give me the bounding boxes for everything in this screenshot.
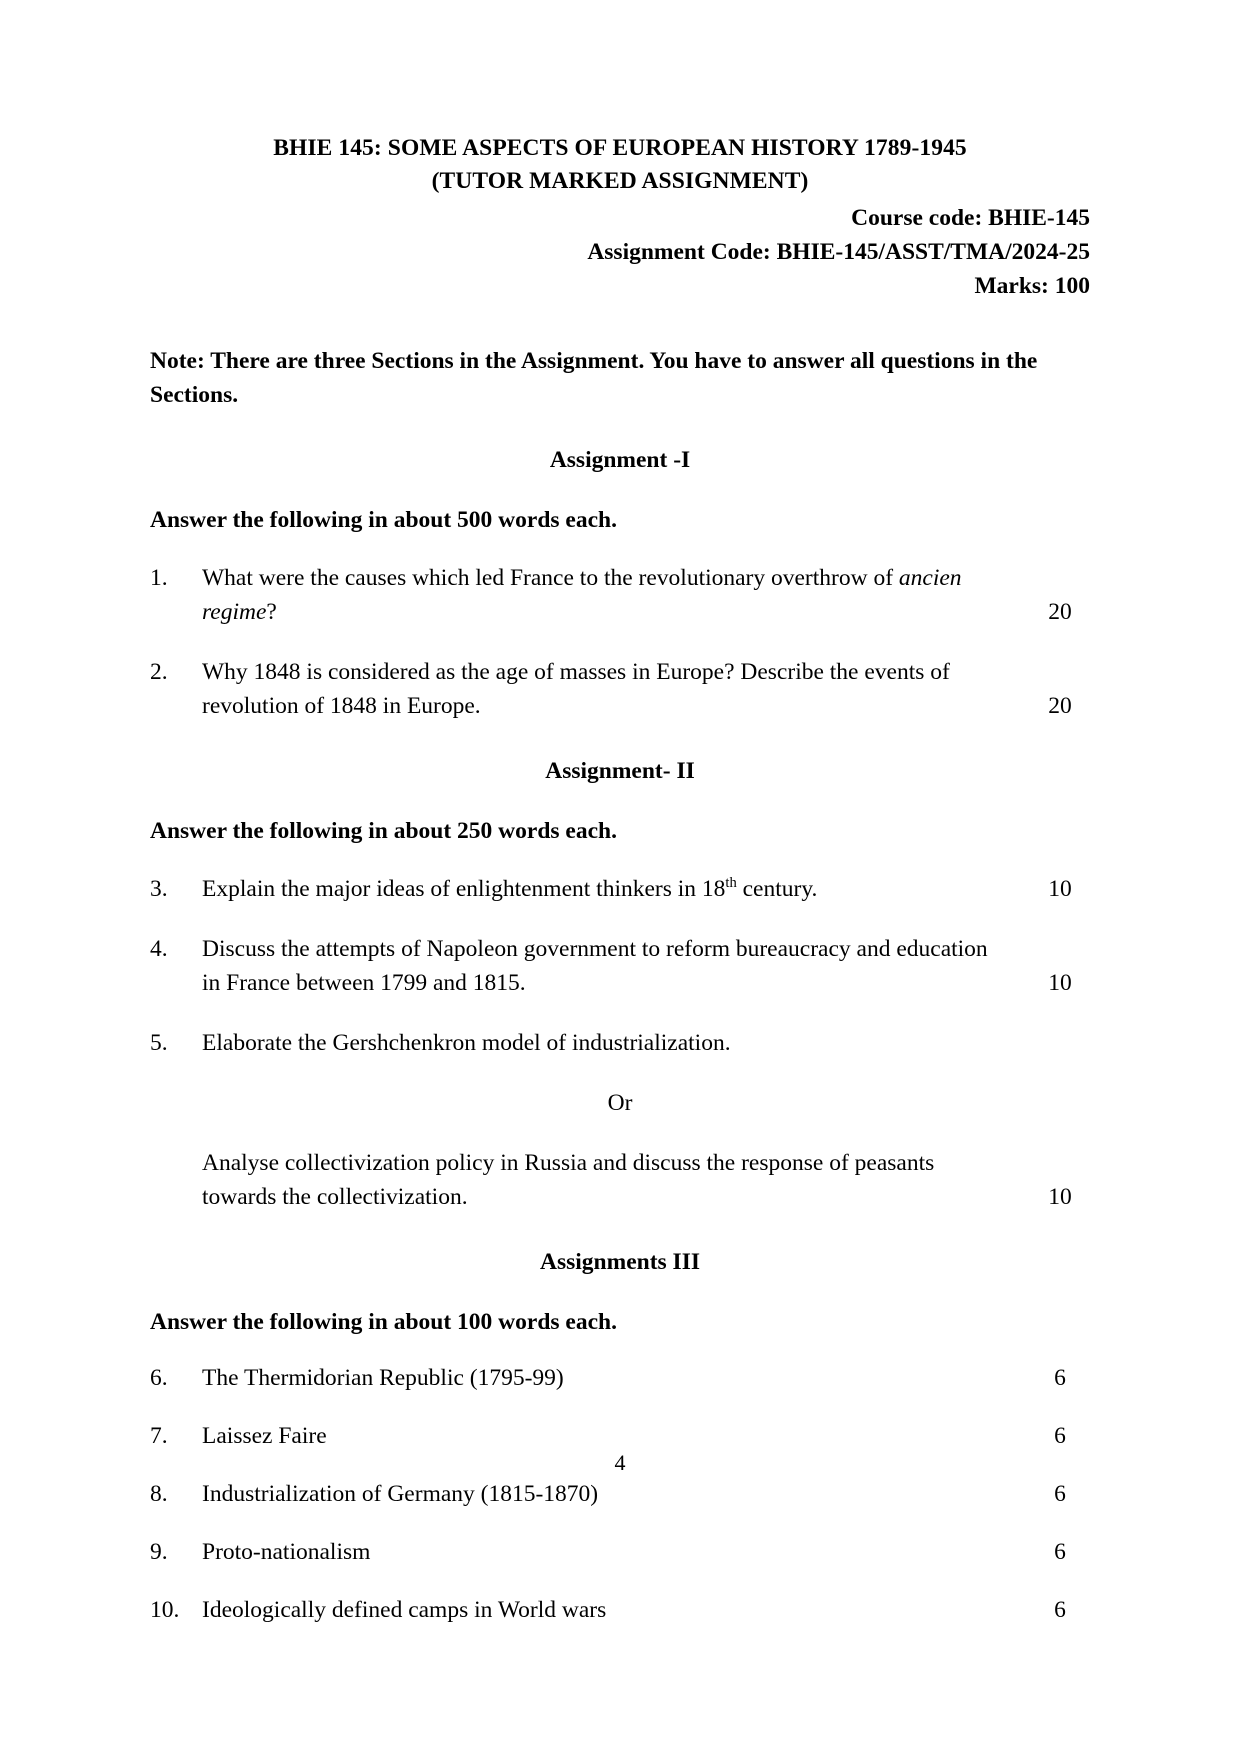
assignment-note: Note: There are three Sections in the Assignment. You have to answer all questions in the Sections. xyxy=(150,348,1038,408)
question-text-lead: Explain the major ideas of enlightenment thinkers in 18 xyxy=(202,876,726,902)
section-heading-3: Assignments III xyxy=(540,1249,700,1275)
question-number: 7. xyxy=(150,1423,168,1449)
question-text: Ideologically defined camps in World wars xyxy=(202,1597,607,1623)
question-item xyxy=(150,655,1090,723)
alternative-question-text: Analyse collectivization policy in Russia and discuss the response of peasants towards the collectivization. xyxy=(202,1150,935,1210)
course-meta-block xyxy=(150,201,1090,303)
question-number: 8. xyxy=(150,1481,168,1507)
question-item xyxy=(150,1477,1090,1511)
question-item xyxy=(150,1593,1090,1627)
question-text: Discuss the attempts of Napoleon government to reform bureaucracy and education in France between 1799 and 1815. xyxy=(202,936,988,996)
section-heading-1: Assignment -I xyxy=(549,447,691,473)
question-marks: 20 xyxy=(1048,693,1072,719)
question-item xyxy=(150,872,1090,906)
question-text-italic: ancien regime xyxy=(202,565,962,625)
marks-total: Marks: 100 xyxy=(974,273,1090,299)
question-number: 1. xyxy=(150,565,168,591)
question-marks: 20 xyxy=(1048,599,1072,625)
question-text: Why 1848 is considered as the age of masses in Europe? Describe the events of revolution of 1848 in Europe. xyxy=(202,659,950,719)
question-text-lead: What were the causes which led France to the revolutionary overthrow of xyxy=(202,565,899,591)
question-item xyxy=(150,932,1090,1000)
section-instruction-1: Answer the following in about 500 words each. xyxy=(150,507,617,533)
ordinal-superscript: th xyxy=(725,875,737,892)
question-item xyxy=(150,1026,1090,1060)
question-number: 3. xyxy=(150,876,168,902)
question-number: 5. xyxy=(150,1030,168,1056)
question-number: 6. xyxy=(150,1365,168,1391)
question-number: 10. xyxy=(150,1597,180,1623)
question-marks: 6 xyxy=(1054,1539,1066,1565)
question-marks: 6 xyxy=(1054,1423,1066,1449)
question-item xyxy=(150,1361,1090,1395)
question-text: Elaborate the Gershchenkron model of industrialization. xyxy=(202,1030,731,1056)
document-content xyxy=(150,132,1090,1627)
question-item xyxy=(150,1535,1090,1569)
section-instruction-2: Answer the following in about 250 words each. xyxy=(150,818,617,844)
document-title xyxy=(150,132,1090,198)
question-text: The Thermidorian Republic (1795-99) xyxy=(202,1365,564,1391)
title-line-2: (TUTOR MARKED ASSIGNMENT) xyxy=(431,168,809,194)
question-text: Industrialization of Germany (1815-1870) xyxy=(202,1481,599,1507)
question-marks: 10 xyxy=(1048,970,1072,996)
question-text: Laissez Faire xyxy=(202,1423,327,1449)
section-instruction-3: Answer the following in about 100 words each. xyxy=(150,1309,617,1335)
section-heading-2: Assignment- II xyxy=(545,758,695,784)
question-number: 4. xyxy=(150,936,168,962)
question-marks: 6 xyxy=(1054,1365,1066,1391)
question-number: 9. xyxy=(150,1539,168,1565)
or-separator: Or xyxy=(607,1090,633,1116)
question-text: Proto-nationalism xyxy=(202,1539,371,1565)
question-text-trail: ? xyxy=(266,599,277,625)
assignment-code: Assignment Code: BHIE-145/ASST/TMA/2024-25 xyxy=(587,239,1090,265)
question-marks: 10 xyxy=(1048,1184,1072,1210)
page-number: 4 xyxy=(614,1450,626,1475)
question-marks: 6 xyxy=(1054,1481,1066,1507)
question-item xyxy=(150,1419,1090,1453)
title-line-1: BHIE 145: SOME ASPECTS OF EUROPEAN HISTORY 1789-1945 xyxy=(273,135,967,161)
question-marks: 10 xyxy=(1048,876,1072,902)
alternative-question-item xyxy=(150,1146,1090,1214)
course-code: Course code: BHIE-145 xyxy=(851,205,1090,231)
question-marks: 6 xyxy=(1054,1597,1066,1623)
question-item xyxy=(150,561,1090,629)
question-number: 2. xyxy=(150,659,168,685)
question-text xyxy=(202,872,994,906)
question-text-trail: century. xyxy=(736,876,818,902)
question-text xyxy=(202,561,994,629)
